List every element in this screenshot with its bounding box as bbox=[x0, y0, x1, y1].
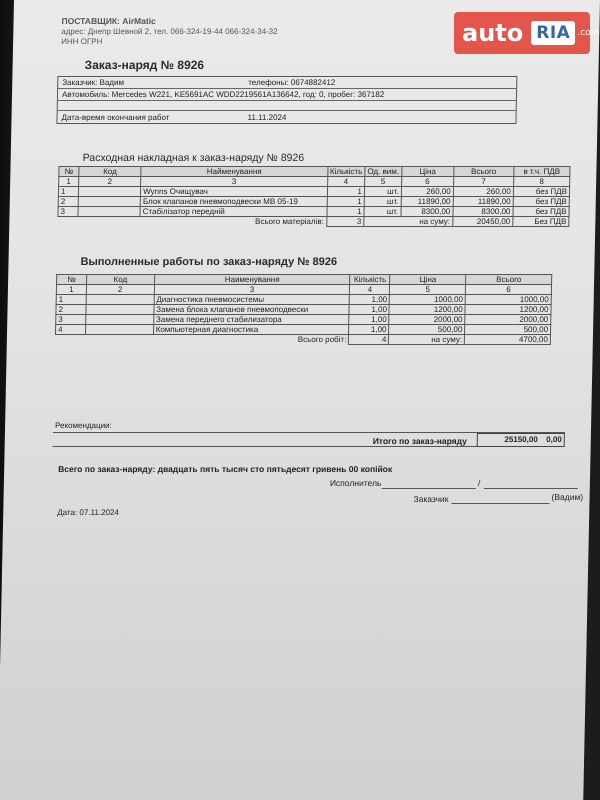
grand-total-vat: 0,00 bbox=[546, 435, 562, 444]
executor-sign-line bbox=[382, 488, 476, 489]
row-total: 2000,00 bbox=[465, 315, 551, 325]
row-price: 2000,00 bbox=[389, 315, 465, 325]
works-header-row bbox=[57, 275, 552, 285]
row-code bbox=[78, 197, 140, 207]
materials-title: Расходная накладная к заказ-наряду № 8926 bbox=[82, 152, 305, 164]
recommend-label: Рекомендации: bbox=[54, 421, 112, 430]
materials-total-label: Всього матеріалів: bbox=[58, 217, 327, 227]
row-code bbox=[78, 187, 140, 197]
grand-total-value: 25150,00 bbox=[504, 435, 538, 444]
car-value: Автомобиль: Mercedes W221, KE5691AC WDD2219561A136642, год: 0, пробег: 367182 bbox=[61, 90, 385, 99]
index-cell: 8 bbox=[513, 177, 569, 187]
row-number: 3 bbox=[56, 315, 86, 325]
col-total: Всього bbox=[454, 167, 514, 177]
materials-sum: 20450,00 bbox=[452, 217, 512, 227]
col-qty: Кількість bbox=[327, 167, 365, 177]
materials-table bbox=[57, 166, 570, 227]
index-cell: 1 bbox=[56, 285, 86, 295]
row-name: Замена переднего стабилизатора bbox=[153, 315, 349, 325]
col-name: Наименування bbox=[154, 275, 350, 285]
row-number: 1 bbox=[56, 295, 86, 305]
row-name: Диагностика пневмосистемы bbox=[154, 295, 350, 305]
row-name: Замена блока клапанов пневмоподвески bbox=[154, 305, 350, 315]
row-qty: 1,00 bbox=[349, 325, 389, 335]
customer-label: Заказчик: Вадим bbox=[62, 78, 125, 87]
total-in-words: Всего по заказ-наряду: двадцать пять тысяч сто пятьдесят гривень 00 копійок bbox=[58, 464, 393, 474]
row-price: 1200,00 bbox=[389, 305, 465, 315]
order-title: Заказ-наряд № 8926 bbox=[84, 58, 205, 72]
grand-total-label: Итого по заказ-наряду bbox=[372, 436, 468, 446]
works-title: Выполненные работы по заказ-наряду № 8926 bbox=[80, 256, 338, 268]
order-info-box bbox=[56, 76, 517, 124]
row-code bbox=[85, 325, 153, 335]
tax-line: ИНН ОГРН bbox=[61, 37, 103, 46]
col-code: Код bbox=[79, 167, 141, 177]
end-date-label: Дата-время окончания работ bbox=[61, 113, 170, 122]
row-price: 1000,00 bbox=[390, 295, 466, 305]
materials-header-row bbox=[59, 167, 570, 177]
car-row bbox=[58, 89, 516, 101]
row-code bbox=[86, 305, 154, 315]
row-price: 260,00 bbox=[401, 187, 453, 197]
row-code bbox=[86, 295, 154, 305]
index-cell: 2 bbox=[79, 177, 141, 187]
row-qty: 1 bbox=[326, 207, 364, 217]
row-total: 260,00 bbox=[453, 187, 513, 197]
col-price: Ціна bbox=[390, 275, 466, 285]
customer-sign-label: Заказчик bbox=[413, 494, 449, 504]
works-sum-label: на суму: bbox=[389, 335, 465, 345]
row-qty: 1,00 bbox=[349, 305, 389, 315]
row-vat: без ПДВ bbox=[513, 197, 569, 207]
table-row bbox=[56, 295, 551, 305]
index-cell: 5 bbox=[390, 285, 466, 295]
col-number: № bbox=[59, 167, 79, 177]
executor-label: Исполнитель bbox=[329, 478, 382, 488]
row-qty: 1,00 bbox=[350, 295, 390, 305]
col-unit: Од. вим. bbox=[365, 167, 402, 177]
end-date-value: 11.11.2024 bbox=[247, 113, 287, 122]
row-name: Стабілізатор передній bbox=[140, 207, 327, 217]
row-name: Компьютерная диагностика bbox=[153, 325, 349, 335]
watermark-ria: RIA bbox=[531, 21, 575, 45]
materials-total-row bbox=[58, 217, 569, 227]
index-cell: 2 bbox=[86, 285, 154, 295]
works-total-row bbox=[55, 335, 550, 345]
row-name: Wynns Очищувач bbox=[141, 187, 328, 197]
row-price: 11890,00 bbox=[401, 197, 453, 207]
autoria-watermark bbox=[454, 12, 600, 54]
works-index-row bbox=[56, 285, 551, 295]
row-total: 8300,00 bbox=[453, 207, 513, 217]
index-cell: 5 bbox=[365, 177, 402, 187]
phone-value: телефоны: 0674882412 bbox=[248, 78, 336, 87]
col-code: Код bbox=[86, 275, 154, 285]
empty-row bbox=[58, 101, 516, 111]
grand-total-box bbox=[477, 433, 565, 447]
row-unit: шт. bbox=[364, 187, 401, 197]
row-name: Блок клапанов пневмоподвески MB 05-19 bbox=[140, 197, 327, 207]
supplier-line: ПОСТАВЩИК: AirMatic bbox=[61, 16, 156, 26]
materials-total-qty: 3 bbox=[326, 217, 364, 227]
works-sum: 4700,00 bbox=[465, 335, 551, 345]
col-price: Ціна bbox=[401, 167, 453, 177]
executor-name-line bbox=[484, 488, 578, 489]
watermark-suffix: .com bbox=[577, 28, 600, 38]
customer-row bbox=[58, 77, 516, 89]
row-total: 500,00 bbox=[465, 325, 551, 335]
index-cell: 7 bbox=[453, 177, 513, 187]
end-date-row bbox=[57, 112, 515, 124]
row-unit: шт. bbox=[364, 197, 401, 207]
watermark-brand: auto bbox=[462, 19, 524, 47]
row-number: 3 bbox=[58, 207, 78, 217]
col-total: Всього bbox=[466, 275, 552, 285]
index-cell: 4 bbox=[327, 177, 365, 187]
row-code bbox=[78, 207, 140, 217]
row-total: 11890,00 bbox=[453, 197, 513, 207]
table-row bbox=[55, 325, 550, 335]
row-price: 8300,00 bbox=[401, 207, 453, 217]
col-qty: Кількість bbox=[350, 275, 390, 285]
index-cell: 3 bbox=[154, 285, 350, 295]
index-cell: 3 bbox=[141, 177, 328, 187]
index-cell: 6 bbox=[401, 177, 453, 187]
row-qty: 1,00 bbox=[349, 315, 389, 325]
index-cell: 1 bbox=[59, 177, 79, 187]
row-number: 4 bbox=[55, 325, 85, 335]
table-row bbox=[56, 305, 551, 315]
col-number: № bbox=[57, 275, 87, 285]
col-name: Найменування bbox=[141, 167, 328, 177]
row-code bbox=[86, 315, 154, 325]
row-total: 1000,00 bbox=[465, 295, 551, 305]
customer-name: (Вадим) bbox=[551, 492, 584, 502]
works-total-qty: 4 bbox=[349, 335, 389, 345]
row-number: 1 bbox=[58, 187, 78, 197]
row-vat: без ПДВ bbox=[513, 187, 569, 197]
row-number: 2 bbox=[56, 305, 86, 315]
index-cell: 4 bbox=[350, 285, 390, 295]
col-vat: в т.ч. ПДВ bbox=[514, 167, 570, 177]
row-vat: без ПДВ bbox=[513, 207, 569, 217]
row-qty: 1 bbox=[327, 187, 365, 197]
index-cell: 6 bbox=[466, 285, 552, 295]
row-unit: шт. bbox=[364, 207, 401, 217]
row-total: 1200,00 bbox=[465, 305, 551, 315]
works-table bbox=[55, 274, 552, 345]
document-date: Дата: 07.11.2024 bbox=[57, 508, 119, 517]
table-row bbox=[56, 315, 551, 325]
row-qty: 1 bbox=[327, 197, 365, 207]
materials-sum-label: на суму: bbox=[364, 217, 453, 227]
table-row bbox=[58, 197, 569, 207]
table-row bbox=[58, 187, 569, 197]
row-price: 500,00 bbox=[389, 325, 465, 335]
materials-index-row bbox=[59, 177, 570, 187]
executor-slash: / bbox=[477, 478, 481, 488]
customer-sign-line bbox=[451, 503, 549, 504]
materials-vat: Без ПДВ bbox=[513, 217, 569, 227]
table-row bbox=[58, 207, 569, 217]
row-number: 2 bbox=[58, 197, 78, 207]
works-total-label: Всього робіт: bbox=[55, 335, 349, 345]
address-line: адрес: Днепр Шевной 2, тел. 066-324-19-44 066-324-34-32 bbox=[61, 27, 278, 36]
